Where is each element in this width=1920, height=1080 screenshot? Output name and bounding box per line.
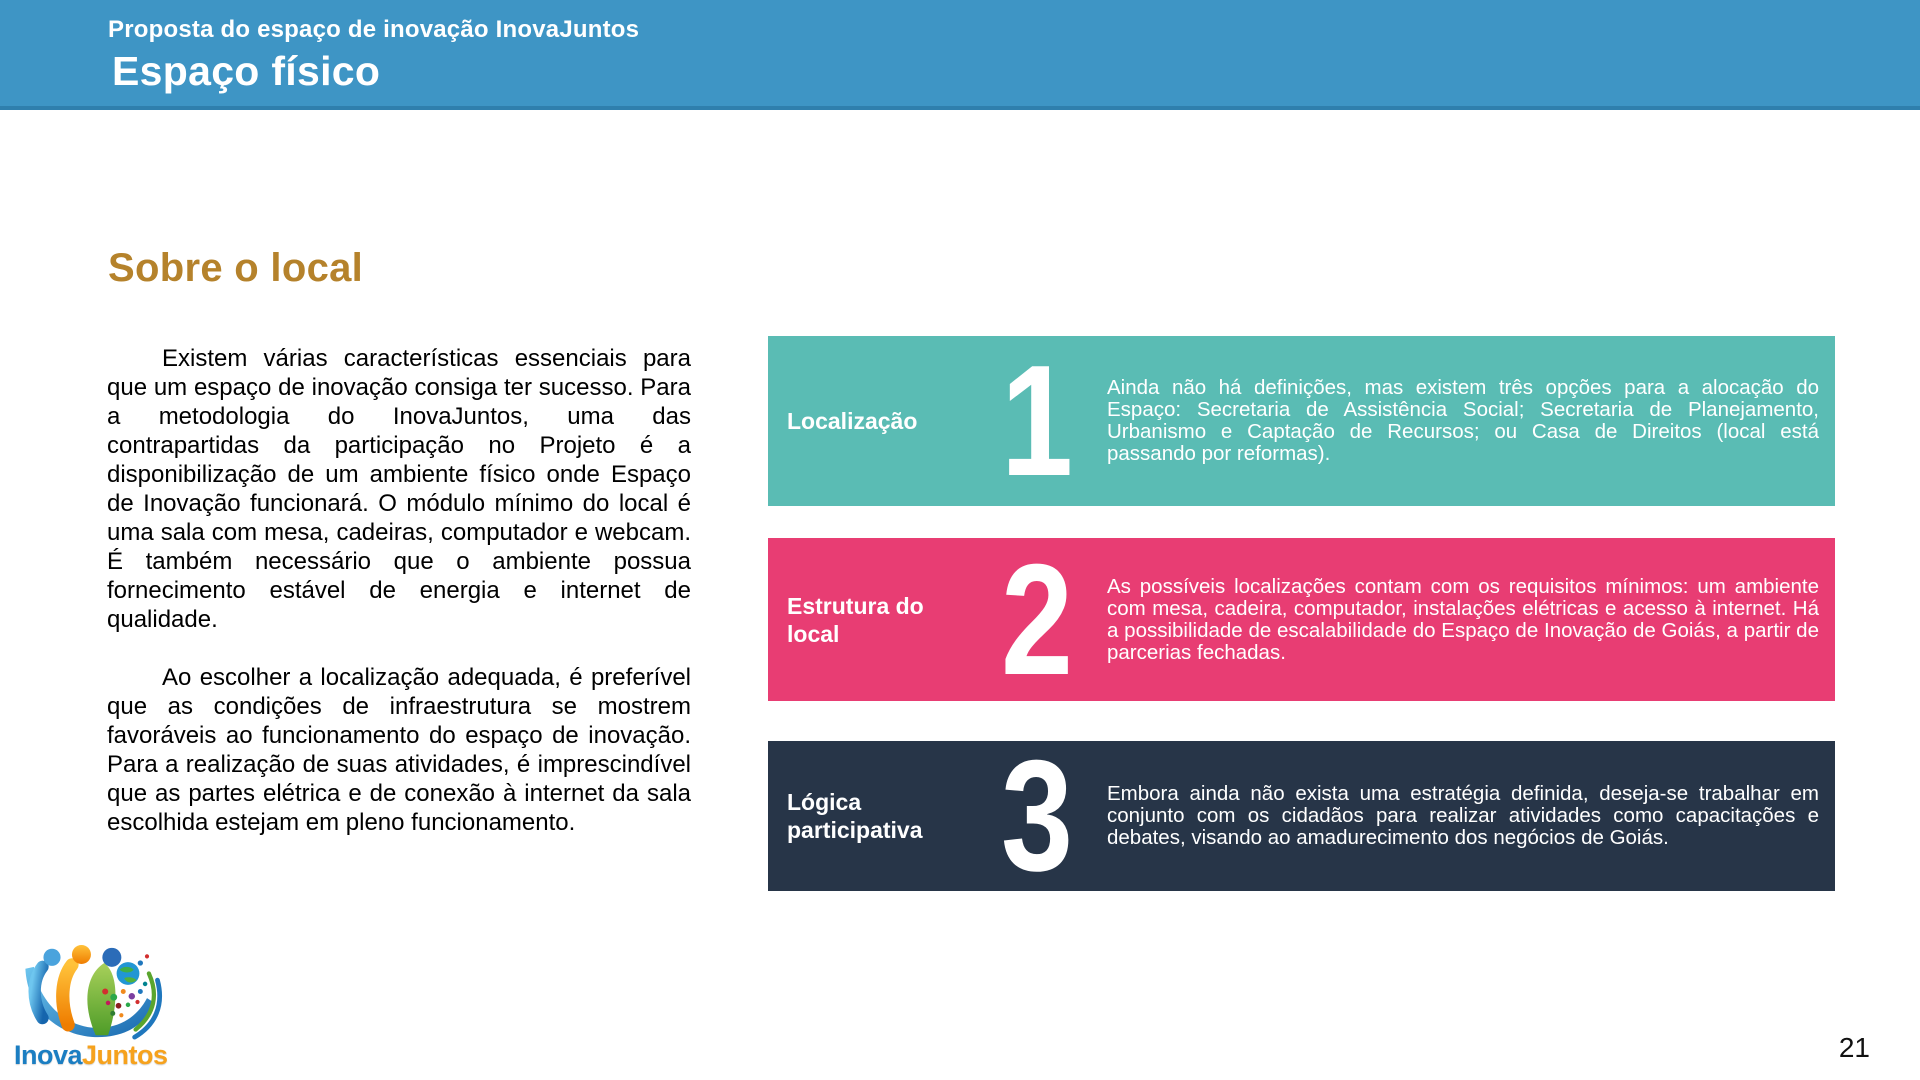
box-label: Lógica participativa bbox=[787, 789, 923, 843]
body-copy bbox=[107, 344, 691, 866]
box-number: 3 bbox=[1000, 728, 1074, 904]
box-label: Estrutura do local bbox=[787, 592, 924, 647]
box-description: As possíveis localizações contam com os requisitos mínimos: um ambiente com mesa, cadeira, computador, instalações elétricas e acesso à internet. Há a possibilidade de escalabilidade do Espaço de Inovação de Goiás, a partir de parcerias fechadas. bbox=[1107, 574, 1819, 664]
box-number: 2 bbox=[1000, 531, 1074, 708]
box-description: Ainda não há definições, mas existem três opções para a alocação do Espaço: Secretaria de Assistência Social; Secretaria de Planejamento, Urbanismo e Captação de Recursos; ou Casa de Direitos (local está passando por reformas). bbox=[1107, 376, 1819, 465]
body-paragraph: Ao escolher a localização adequada, é preferível que as condições de infraestrutura se mostrem favoráveis ao funcionamento do espaço de inovação. Para a realização de suas atividades, é imprescindível que as partes elétrica e de conexão à internet da sala escolhida estejam em pleno funcionamento. bbox=[107, 664, 691, 836]
logo-word-inova: Inova bbox=[14, 1040, 83, 1070]
info-box-estrutura bbox=[768, 531, 1835, 708]
box-label: Localização bbox=[787, 408, 918, 434]
box-description: Embora ainda não exista uma estratégia definida, deseja-se trabalhar em conjunto com os cidadãos para realizar atividades como capacitações e debates, visando ao amadurecimento dos negócios de Goiás. bbox=[1107, 782, 1819, 849]
info-box-localizacao bbox=[768, 333, 1835, 509]
box-number: 1 bbox=[1000, 333, 1074, 509]
header-kicker: Proposta do espaço de inovação InovaJuntos bbox=[108, 16, 640, 43]
body-paragraph: Existem várias características essenciais para que um espaço de inovação consiga ter sucesso. Para a metodologia do InovaJuntos, uma das contrapartidas da participação no Projeto é a disponibilização de um ambiente físico onde Espaço de Inovação funcionará. O módulo mínimo do local é uma sala com mesa, cadeiras, computador e webcam. É também necessário que o ambiente possua fornecimento estável de energia e internet de qualidade. bbox=[107, 345, 691, 633]
info-box-logica bbox=[768, 728, 1835, 904]
inovajuntos-logo-icon bbox=[14, 942, 166, 1042]
page-number: 21 bbox=[1838, 1032, 1870, 1063]
logo-word-juntos: Juntos bbox=[82, 1040, 168, 1070]
logo-wordmark bbox=[14, 1040, 174, 1071]
section-heading: Sobre o local bbox=[108, 246, 364, 290]
page-title: Espaço físico bbox=[112, 48, 381, 94]
slide-header bbox=[0, 0, 1920, 110]
inovajuntos-logo bbox=[14, 942, 174, 1071]
